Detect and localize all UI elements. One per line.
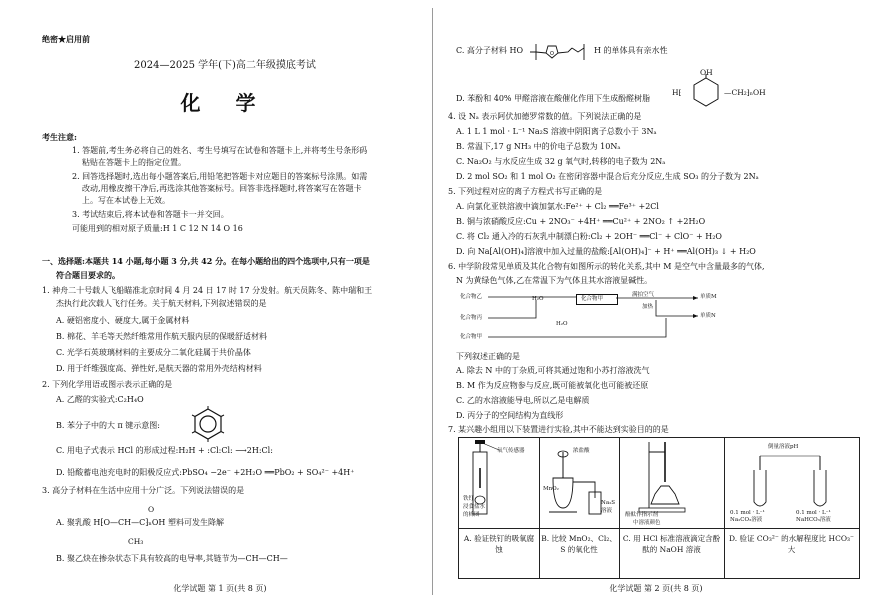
section-heading-cont: 符合题目要求的。 [56,270,120,280]
section-heading: 一、选择题:本题共 14 小题,每小题 3 分,共 42 分。在每小题给出的四个选项中,只有一项是 [42,256,370,266]
q2-option-d: D. 铅酸蓄电池充电时的阳极反应式:PbSO₄ −2e⁻ +2H₂O ══PbO₂ + SO₄²⁻ +4H⁺ [56,468,355,477]
q7-cell-a: 氧气传感器 铁钉 浸食盐水 的棉团 A. 验证铁钉的吸氧腐蚀 [459,438,540,578]
q5-stem: 5. 下列过程对应的离子方程式书写正确的是 [448,187,603,196]
note-line: 3. 考试结束后,将本试卷和答题卡一并交回。 [72,210,229,219]
q6-condition-heat: 加热 [642,304,654,310]
phenol-oh: OH [700,68,713,77]
q6-h2o-top: H₂O [532,296,544,302]
phenol-struct-left: H⁅ [672,88,682,97]
page-divider [432,8,433,595]
q7-caption-b: B. 比较 MnO₂、Cl₂、S 的氧化性 [541,534,617,554]
q2-stem: 2. 下列化学用语或图示表示正确的是 [42,380,173,389]
atomic-masses: 可能用到的相对原子质量:H 1 C 12 N 14 O 16 [72,224,243,233]
note-line: 粘贴在答题卡上的指定位置。 [82,158,186,167]
q7-cell-b: 浓盐酸 MnO₂ Na₂S 溶液 B. 比较 MnO₂、Cl₂、S 的氧化性 [539,438,620,578]
q1-stem-cont: 杰执行此次载人飞行任务。关于航天材料,下列叙述错误的是 [56,299,267,308]
phenol-struct-right: —CH₂⁆ₙOH [724,88,766,97]
q2-option-b: B. 苯分子中的大 π 键示意图: [56,421,161,430]
q1-option-d: D. 用于纤维强度高、弹性好,是航天器的常用外壳结构材料 [56,364,262,373]
q6-compound-yi: 化合物乙 [460,294,483,300]
note-line: 改动,用橡皮擦干净后,再选涂其他答案标号。回答非选择题时,将答案写在答题卡 [82,184,362,193]
secret-label: 绝密★启用前 [42,34,90,44]
q6-center-box: 化合物甲 [576,294,618,305]
q1-option-a: A. 硬铝密度小、硬度大,属于金属材料 [56,316,190,325]
q6-stem-cont: N 为黄绿色气体,乙在常温下为气体且其水溶液显碱性。 [456,276,653,285]
q3a-carbonyl-o: O [148,505,155,514]
q6-option-c: C. 乙的水溶液能导电,所以乙是电解质 [456,396,590,405]
page-footer-right: 化学试题 第 2 页(共 8 页) [609,584,703,593]
q7-caption-a: A. 验证铁钉的吸氧腐蚀 [463,534,535,554]
q7-apparatus-table [458,437,860,579]
left-page [0,0,432,613]
q5-option-a: A. 向氯化亚铁溶液中滴加氯水:Fe²⁺ + Cl₂ ══Fe³⁺ +2Cl [456,202,659,211]
q7-cell-d: 倒量溶液pH 0.1 mol · L⁻¹ Na₂CO₃溶液 0.1 mol · L⁻¹ NaHCO₃溶液 D. 验证 CO₃²⁻ 的水解程度比 HCO₃⁻ 大 [724,438,859,578]
q3-option-c: C. 高分子材料 HO [456,46,523,55]
q7-caption-c: C. 用 HCl 标准溶液滴定含酚酞的 NaOH 溶液 [622,534,721,554]
q4-option-b: B. 常温下,17 g NH₃ 中的价电子总数为 10Nₐ [456,142,621,151]
q6-substem: 下列叙述正确的是 [456,352,520,361]
notes-title: 考生注意: [42,132,77,142]
q7-cell-c: 酚酞作指示剂 中溶液颜色 C. 用 HCl 标准溶液滴定含酚酞的 NaOH 溶液 [619,438,725,578]
q5-option-d: D. 向 Na[Al(OH)₄]溶液中加入过量的盐酸:[Al(OH)₄]⁻ + H⁺ ══Al(OH)₃ ↓ + H₂O [456,247,756,256]
note-line: 上。写在本试卷上无效。 [82,196,170,205]
exam-title: 2024—2025 学年(下)高二年级摸底考试 [134,60,316,71]
q4-option-c: C. Na₂O₂ 与水反应生成 32 g 氧气时,转移的电子数为 2Nₐ [456,157,666,166]
q4-option-a: A. 1 L 1 mol · L⁻¹ Na₂S 溶液中阴阳离子总数小于 3Nₐ [456,127,657,136]
q3-option-c-tail: H 的单体具有亲水性 [594,46,668,55]
q6-option-b: B. M 作为反应物参与反应,既可能被氧化也可能被还原 [456,381,649,390]
q1-stem: 1. 神舟二十号载人飞船瞄准北京时间 4 月 24 日 17 时 17 分发射。航天员陈冬、陈中瑞和王 [42,286,373,295]
q6-condition-air: 满拍空气 [632,292,655,298]
q6-option-d: D. 丙分子的空间结构为直线形 [456,411,564,420]
page-footer-left: 化学试题 第 1 页(共 8 页) [173,584,267,593]
q3a-methyl: CH₃ [128,537,144,546]
q6-element-n: 单质N [700,313,716,319]
q4-option-d: D. 2 mol SO₂ 和 1 mol O₂ 在密闭容器中混合后充分反应,生成 SO₃ 的分子数为 2Nₐ [456,172,759,181]
q1-option-b: B. 棉花、羊毛等天然纤维常用作航天服内层的保暖舒适材料 [56,332,267,341]
q2-option-c: C. 用电子式表示 HCl 的形成过程:H₂H + :Cl:Cl: ⟶2H:Cl: [56,446,273,455]
svg-text:O: O [550,51,554,57]
q6-compound-bing: 化合物丙 [460,315,483,321]
q6-stem: 6. 中学阶段常见单质及其化合物有如图所示的转化关系,其中 M 是空气中含量最多的气体, [448,262,765,271]
q6-h2o-bottom: H₂O [556,321,568,327]
q3-option-a: A. 聚乳酸 H⁅O—CH—C⁆ₙOH 塑料可发生降解 [56,518,224,527]
q3-option-b: B. 聚乙炔在掺杂状态下具有较高的电导率,其链节为—CH—CH— [56,554,288,563]
q7-stem: 7. 某兴趣小组用以下装置进行实验,其中不能达到实验目的的是 [448,425,669,434]
q3-stem: 3. 高分子材料在生活中应用十分广泛。下列说法错误的是 [42,486,245,495]
q2-option-a: A. 乙醛的实验式:C₂H₄O [56,395,144,404]
q3-option-d: D. 苯酚和 40% 甲醛溶液在酸催化作用下生成酚醛树脂 [456,94,651,103]
q6-element-m: 单质M [700,294,717,300]
q6-compound-jia: 化合物甲 [460,334,483,340]
benzene-pi-bond-icon [190,406,226,442]
q6-option-a: A. 除去 N 中的丁杂质,可将其通过饱和小苏打溶液洗气 [456,366,650,375]
q5-option-b: B. 铜与浓硝酸反应:Cu + 2NO₃⁻ +4H⁺ ══Cu²⁺ + 2NO₂ ↑ +2H₂O [456,217,706,226]
q4-stem: 4. 设 Nₐ 表示阿伏加德罗常数的值。下列说法正确的是 [448,112,642,121]
q1-option-c: C. 光学石英玻璃材料的主要成分二氧化硅属于共价晶体 [56,348,251,357]
q7-caption-d: D. 验证 CO₃²⁻ 的水解程度比 HCO₃⁻ 大 [729,534,854,554]
subject-title: 化 学 [180,91,270,115]
note-line: 1. 答题前,考生务必将自己的姓名、考生号填写在试卷和答题卡上,并将考生号条形码 [72,146,368,155]
note-line: 2. 回答选择题时,选出每小题答案后,用铅笔把答题卡对应题目的答案标号涂黑。如需 [72,172,368,181]
q5-option-c: C. 将 Cl₂ 通入冷的石灰乳中制漂白粉:Cl₂ + 2OH⁻ ══Cl⁻ + ClO⁻ + H₂O [456,232,722,241]
